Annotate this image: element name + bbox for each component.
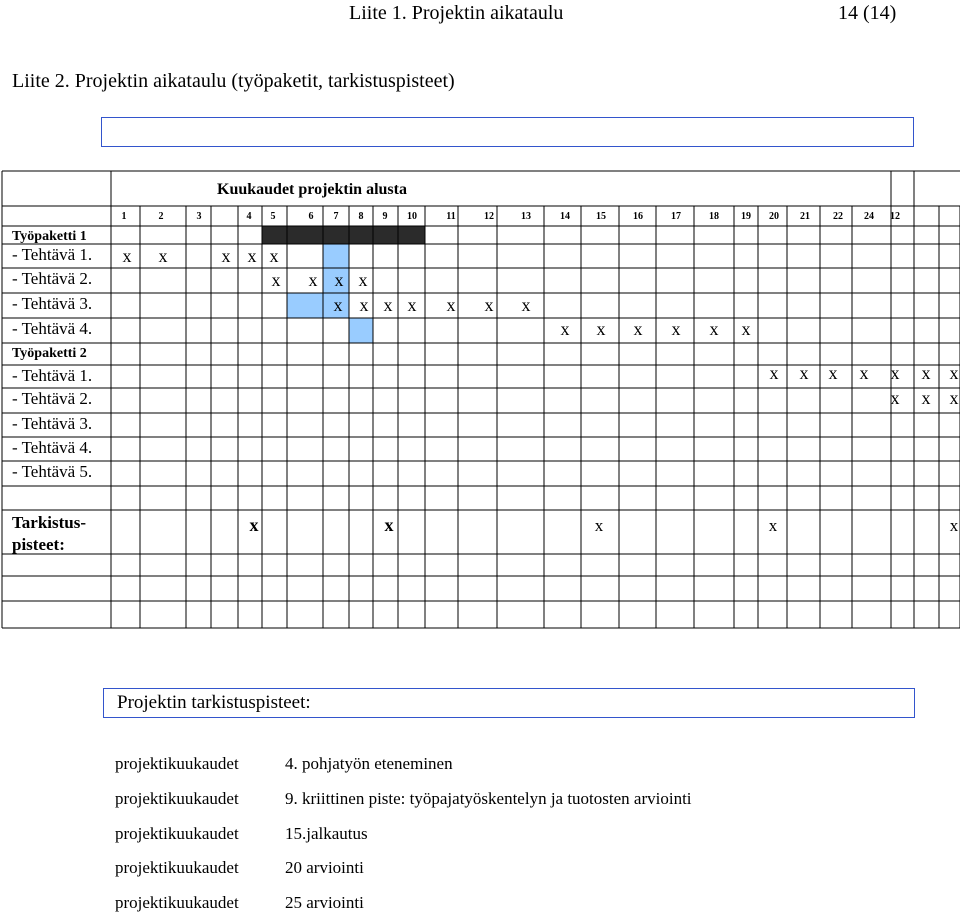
- month-header: 7: [333, 211, 339, 222]
- checkpoint-desc: 20 arviointi: [285, 858, 364, 877]
- month-header: 12: [484, 211, 494, 222]
- row-label: - Tehtävä 2.: [12, 269, 93, 288]
- checkpoint-unit: projektikuukaudet: [115, 789, 239, 808]
- checkpoint-desc: 9. kriittinen piste: työpajatyöskentelyn ja tuotosten arviointi: [285, 789, 692, 808]
- checkpoint-unit: projektikuukaudet: [115, 754, 239, 773]
- month-header: 13: [521, 211, 531, 222]
- page-header-left: Liite 1. Projektin aikataulu: [349, 2, 564, 24]
- gantt-bar-dark: [373, 226, 398, 244]
- task-mark: x: [521, 295, 531, 315]
- page-title: Liite 2. Projektin aikataulu (työpaketit, tarkistuspisteet): [12, 70, 455, 92]
- task-mark: x: [407, 295, 417, 315]
- checkpoint-row-label: [12, 512, 86, 556]
- task-mark: x: [269, 246, 279, 266]
- checkpoint-item: [115, 858, 364, 878]
- checkpoint-label-line2: pisteet:: [12, 535, 65, 554]
- checkpoint-item: [115, 824, 368, 844]
- task-mark: x: [383, 295, 393, 315]
- row-label: - Tehtävä 5.: [12, 462, 93, 481]
- table-caption: Kuukaudet projektin alusta: [217, 181, 407, 198]
- month-header: 2: [158, 211, 164, 222]
- row-label: Työpaketti 1: [12, 229, 87, 244]
- task-mark: x: [158, 246, 168, 266]
- month-header: 15: [596, 211, 606, 222]
- row-label: - Tehtävä 3.: [12, 414, 93, 433]
- task-mark: x: [828, 363, 838, 383]
- task-mark: x: [271, 270, 281, 290]
- checkpoint-unit: projektikuukaudet: [115, 893, 239, 912]
- month-header: 14: [560, 211, 570, 222]
- row-label: - Tehtävä 1.: [12, 366, 93, 385]
- gantt-bar-dark: [262, 226, 287, 244]
- checkpoint-mark: x: [384, 515, 394, 535]
- task-mark: x: [334, 270, 344, 290]
- task-mark: x: [709, 319, 719, 339]
- task-mark: x: [949, 388, 959, 408]
- checkpoint-label-line1: Tarkistus-: [12, 513, 87, 532]
- task-mark: x: [633, 319, 643, 339]
- checkpoint-mark: x: [594, 516, 604, 535]
- checkpoint-item: [115, 789, 692, 809]
- task-mark: x: [122, 246, 132, 266]
- task-mark: x: [308, 270, 318, 290]
- checkpoint-unit: projektikuukaudet: [115, 824, 239, 843]
- task-mark: x: [859, 363, 869, 383]
- month-header: 20: [769, 211, 779, 222]
- gantt-cell-highlight: [323, 244, 349, 268]
- checkpoint-item: [115, 893, 364, 913]
- task-mark: x: [671, 319, 681, 339]
- task-mark: x: [359, 295, 369, 315]
- month-header: 22: [833, 211, 843, 222]
- checkpoint-mark: x: [249, 515, 259, 535]
- row-label: - Tehtävä 4.: [12, 438, 93, 457]
- task-mark: x: [247, 246, 257, 266]
- month-header: 19: [741, 211, 751, 222]
- month-header: 4: [246, 211, 252, 222]
- month-header: 3: [196, 211, 202, 222]
- task-mark: x: [446, 295, 456, 315]
- month-header: 5: [270, 211, 276, 222]
- checkpoint-desc: 25 arviointi: [285, 893, 364, 912]
- checkpoint-unit: projektikuukaudet: [115, 858, 239, 877]
- task-mark: x: [333, 295, 343, 315]
- checkpoint-item: [115, 754, 453, 774]
- gantt-bar-dark: [349, 226, 373, 244]
- month-header: 17: [671, 211, 681, 222]
- checkpoint-mark: x: [949, 516, 959, 535]
- task-mark: x: [890, 363, 900, 383]
- row-label: - Tehtävä 1.: [12, 245, 93, 264]
- month-header: 9: [382, 211, 388, 222]
- row-label: - Tehtävä 2.: [12, 389, 93, 408]
- checkpoint-desc: 4. pohjatyön eteneminen: [285, 754, 453, 773]
- gantt-bar-dark: [323, 226, 349, 244]
- page-number: 14 (14): [838, 2, 897, 24]
- month-header: 24: [864, 211, 874, 222]
- gantt-bar-dark: [287, 226, 323, 244]
- month-header: 16: [633, 211, 643, 222]
- month-header: 21: [800, 211, 810, 222]
- checkpoints-title-box: [103, 688, 915, 718]
- checkpoint-mark: x: [768, 516, 778, 535]
- checkpoint-desc: 15.jalkautus: [285, 824, 368, 843]
- month-header: 10: [407, 211, 417, 222]
- task-mark: x: [921, 363, 931, 383]
- task-mark: x: [221, 246, 231, 266]
- task-mark: x: [799, 363, 809, 383]
- month-header: 6: [308, 211, 314, 222]
- task-mark: x: [949, 363, 959, 383]
- row-label: Työpaketti 2: [12, 346, 87, 361]
- month-header: 11: [446, 211, 456, 222]
- task-mark: x: [921, 388, 931, 408]
- month-header: 1: [121, 211, 127, 222]
- month-header: 18: [709, 211, 719, 222]
- gantt-bar-dark: [398, 226, 425, 244]
- task-mark: x: [741, 319, 751, 339]
- gantt-cell-highlight: [287, 293, 323, 318]
- task-mark: x: [358, 270, 368, 290]
- row-label: - Tehtävä 4.: [12, 319, 93, 338]
- gantt-cell-highlight: [349, 318, 373, 343]
- month-header: 8: [358, 211, 364, 222]
- task-mark: x: [890, 388, 900, 408]
- task-mark: x: [484, 295, 494, 315]
- row-label: - Tehtävä 3.: [12, 294, 93, 313]
- task-mark: x: [560, 319, 570, 339]
- task-mark: x: [769, 363, 779, 383]
- checkpoints-title: Projektin tarkistuspisteet:: [117, 692, 311, 713]
- task-mark: x: [596, 319, 606, 339]
- month-header: 12: [890, 211, 900, 222]
